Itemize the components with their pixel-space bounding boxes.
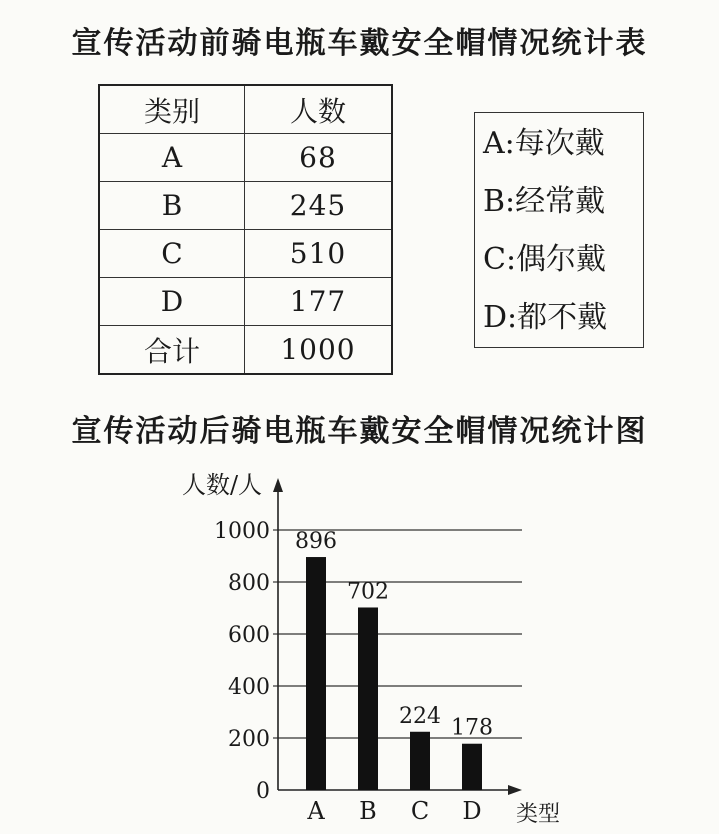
total-label-cell: 合计 [99,326,245,375]
category-cell: B [99,182,245,230]
data-label: 702 [347,579,389,605]
x-axis-arrow [508,785,522,795]
table-row [99,182,392,230]
category-cell: D [99,278,245,326]
table-row [99,230,392,278]
y-axis-arrow [273,478,283,492]
table-row [99,278,392,326]
category-cell: A [99,134,245,182]
x-axis-label: 类型 [515,802,561,827]
count-cell: 510 [245,230,393,278]
chart-title: 宣传活动后骑电瓶车戴安全帽情况统计图 [71,414,648,449]
bar-c [410,732,430,790]
statistics-table [98,84,393,375]
y-tick-label: 200 [228,727,270,752]
table-total-row [99,326,392,375]
column-header-count: 人数 [245,85,393,134]
legend-item-b: B:经常戴 [483,184,606,219]
bar-d [462,744,482,790]
count-cell: 177 [245,278,393,326]
x-tick-label: C [410,797,430,825]
count-cell: 68 [245,134,393,182]
table-row [99,134,392,182]
y-tick-label: 400 [228,675,270,700]
y-axis-label: 人数/人 [181,471,263,499]
count-cell: 245 [245,182,393,230]
data-label: 896 [295,529,337,555]
y-tick-label: 600 [228,623,270,648]
legend-item-c: C:偶尔戴 [483,242,607,277]
x-tick-label: B [359,797,377,825]
legend-item-d: D:都不戴 [483,300,608,335]
data-label: 178 [451,715,493,741]
y-tick-label: 800 [228,571,270,596]
total-count-cell: 1000 [245,326,393,375]
bar-a [306,557,326,790]
category-cell: C [99,230,245,278]
table-title: 宣传活动前骑电瓶车戴安全帽情况统计表 [71,26,648,61]
y-tick-label: 0 [256,779,270,804]
category-legend [474,112,644,348]
y-tick-label: 1000 [214,519,270,544]
legend-item-a: A:每次戴 [483,126,605,161]
data-label: 224 [399,703,441,729]
x-tick-label: D [462,797,482,825]
bar-b [358,607,378,790]
column-header-category: 类别 [99,85,245,134]
bar-chart [0,460,719,834]
x-tick-label: A [307,797,325,825]
table-header-row [99,85,392,134]
